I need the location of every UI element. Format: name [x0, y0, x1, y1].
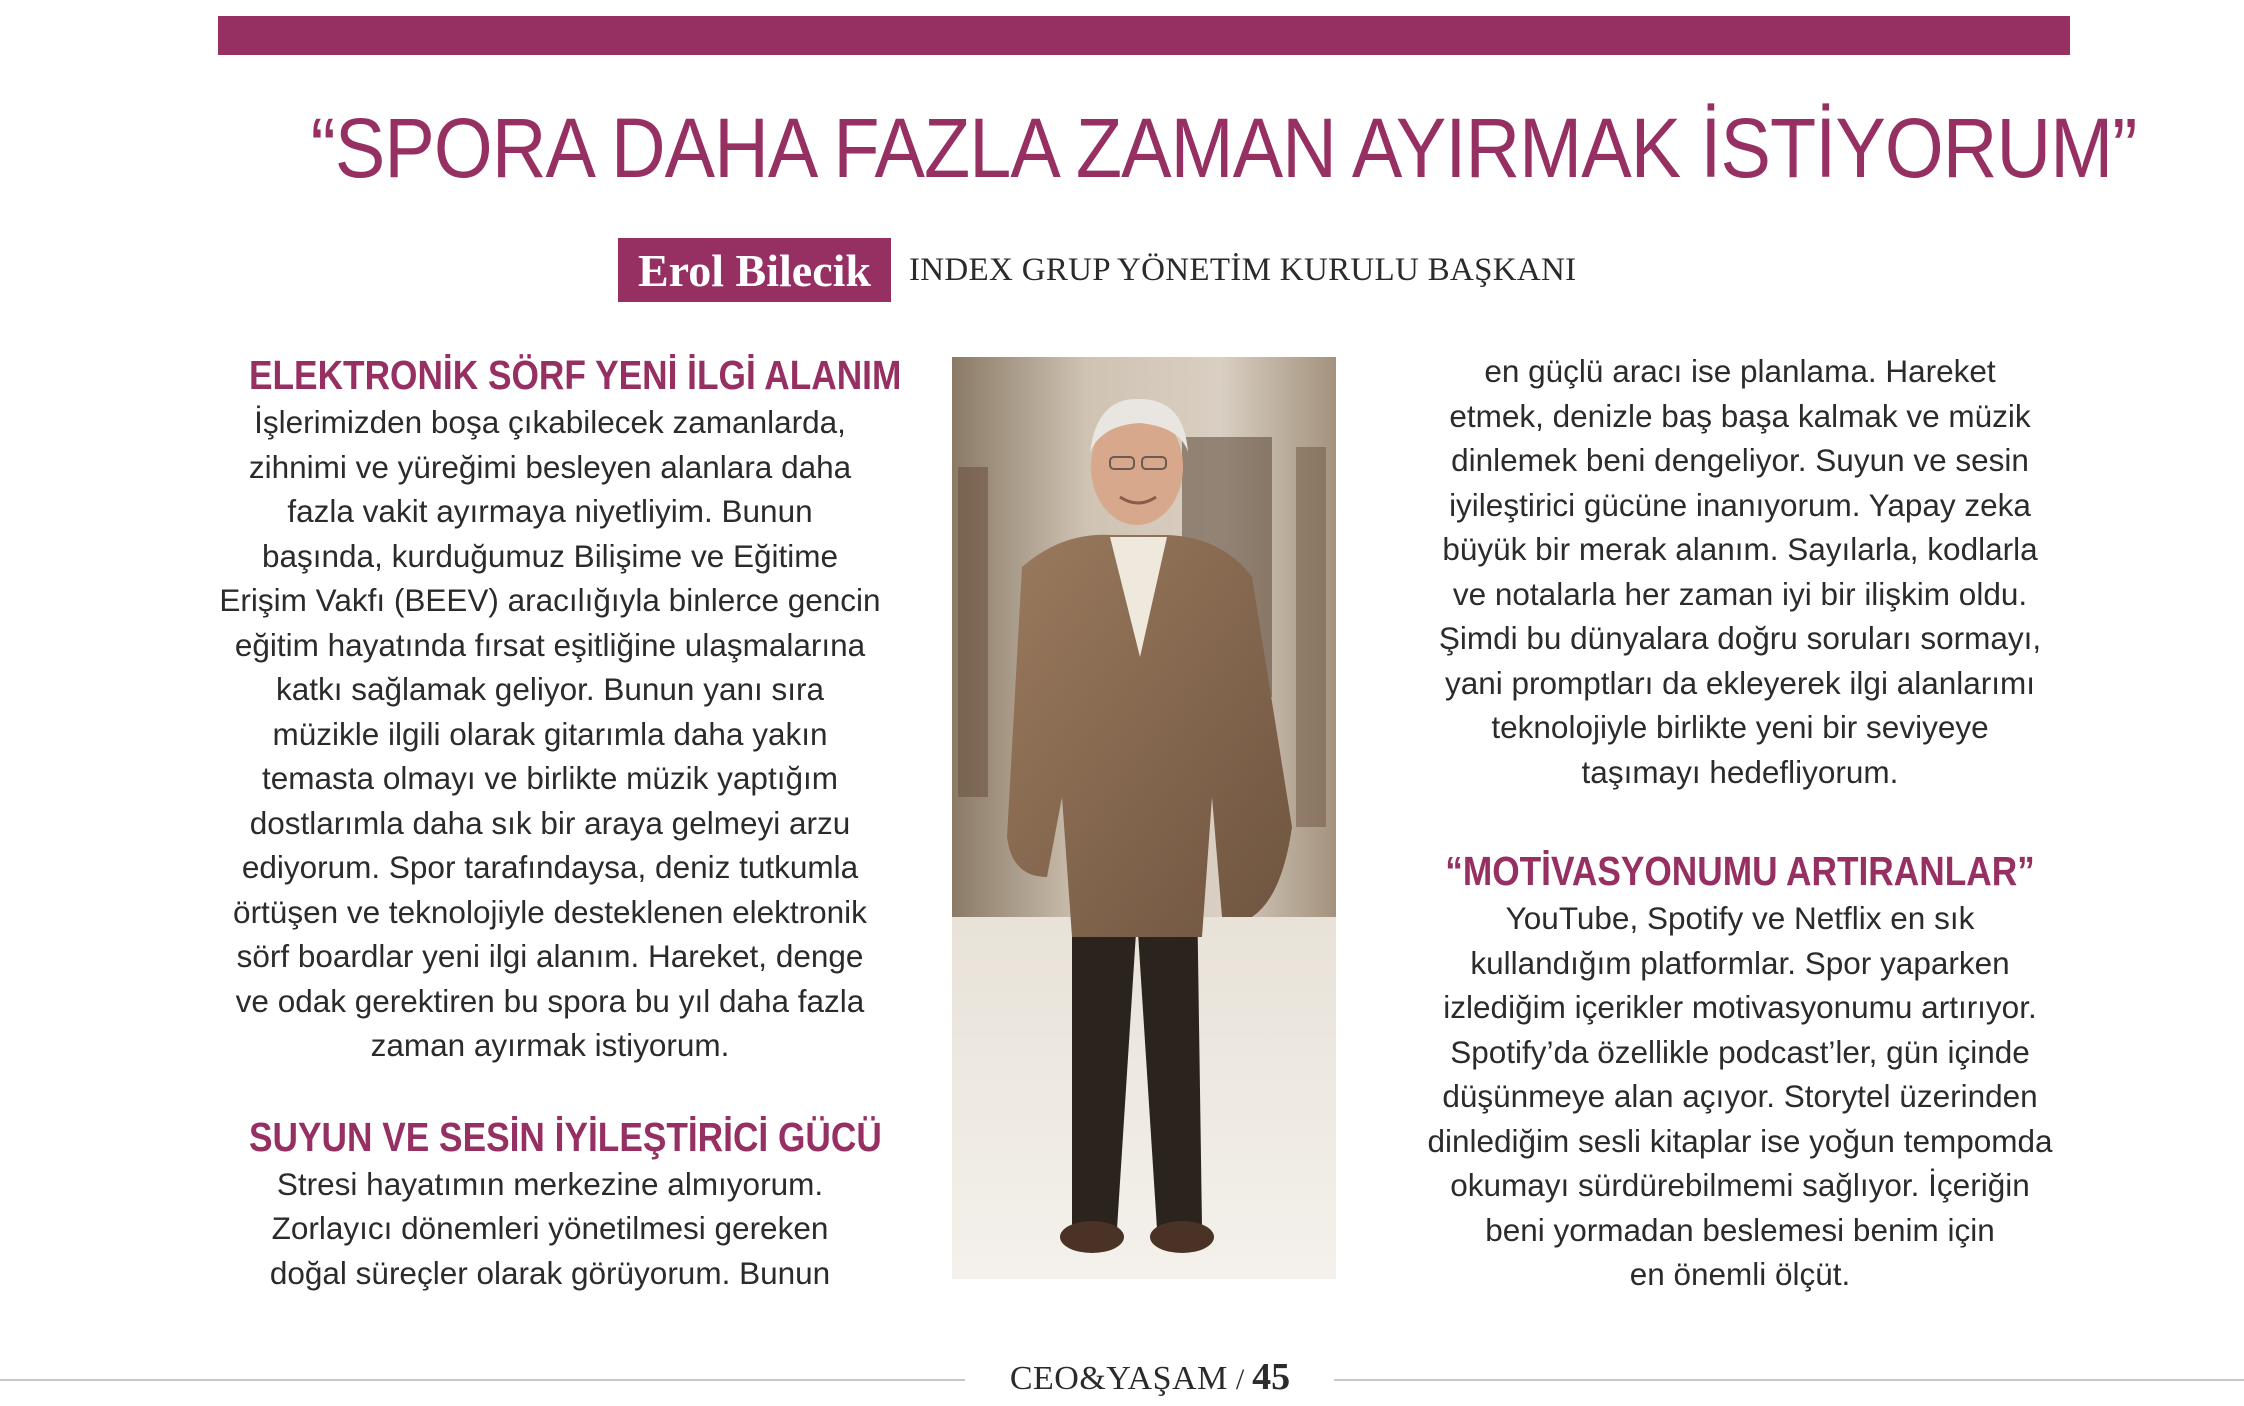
text-line: iyileştirici gücüne inanıyorum. Yapay zeka: [1449, 486, 2031, 523]
wall-panel: [958, 467, 988, 797]
magazine-name: CEO&YAŞAM: [1009, 1360, 1228, 1397]
text-line: temasta olmayı ve birlikte müzik yaptığım: [262, 760, 838, 796]
text-line: düşünmeye alan açıyor. Storytel üzerinden: [1442, 1078, 2038, 1114]
text-line: eğitim hayatında fırsat eşitliğine ulaşmalarına: [234, 626, 866, 663]
right-shoe: [1150, 1221, 1214, 1253]
author-name: Erol Bilecik: [618, 238, 891, 302]
text-line: ve odak gerektiren bu spora bu yıl daha fazla: [235, 982, 865, 1019]
section-body-healing-power-continued: [1380, 349, 2100, 794]
spacer: [1380, 794, 2100, 846]
page-footer: [1000, 1355, 1300, 1399]
text-line: en önemli ölçüt.: [1629, 1256, 1851, 1292]
section-heading-healing-power: SUYUN VE SESİN İYİLEŞTİRİCİ GÜCÜ: [249, 1113, 882, 1160]
section-body-healing-power: [200, 1162, 900, 1296]
section-heading-motivation: “MOTİVASYONUMU ARTIRANLAR”: [1445, 848, 2035, 894]
text-line: Şimdi bu dünyalara doğru soruları sormayı,: [1438, 620, 2042, 656]
text-line: yani promptları da ekleyerek ilgi alanlarımı: [1444, 664, 2035, 701]
text-line: Erişim Vakfı (BEEV) aracılığıyla binlerce gencin: [219, 582, 881, 618]
top-accent-bar: [218, 16, 2070, 55]
section-body-electronic-surf: [200, 400, 900, 1068]
text-line: dostlarımla daha sık bir araya gelmeyi arzu: [249, 804, 851, 841]
text-line: Stresi hayatımın merkezine almıyorum.: [276, 1165, 824, 1202]
text-line: beni yormadan beslemesi benim için: [1485, 1211, 1995, 1248]
text-line: örtüşen ve teknolojiyle desteklenen elektronik: [233, 893, 867, 930]
text-line: katkı sağlamak geliyor. Bunun yanı sıra: [275, 671, 825, 707]
text-line: okumayı sürdürebilmemi sağlıyor. İçeriğin: [1450, 1167, 2030, 1203]
section-body-motivation: [1380, 896, 2100, 1297]
text-line: doğal süreçler olarak görüyorum. Bunun: [269, 1254, 831, 1291]
text-line: dinlemek beni dengeliyor. Suyun ve sesin: [1451, 442, 2029, 478]
article-headline: “SPORA DAHA FAZLA ZAMAN AYIRMAK İSTİYORUM”: [310, 101, 2137, 195]
text-line: ve notalarla her zaman iyi bir ilişkim oldu.: [1452, 575, 2028, 612]
text-line: taşımayı hedefliyorum.: [1581, 753, 1899, 790]
text-line: İşlerimizden boşa çıkabilecek zamanlarda,: [254, 404, 846, 440]
footer-separator: /: [1235, 1363, 1245, 1396]
right-column: [1380, 349, 2100, 1297]
text-line: en güçlü aracı ise planlama. Hareket: [1484, 353, 1996, 389]
text-line: etmek, denizle baş başa kalmak ve müzik: [1449, 397, 2031, 434]
left-shoe: [1060, 1221, 1124, 1253]
portrait-illustration: [952, 357, 1336, 1279]
author-role: INDEX GRUP YÖNETİM KURULU BAŞKANI: [909, 251, 1577, 288]
page-number: 45: [1252, 1356, 1291, 1398]
text-line: teknolojiyle birlikte yeni bir seviyeye: [1491, 709, 1989, 745]
text-line: müzikle ilgili olarak gitarımla daha yakın: [272, 715, 828, 752]
text-line: izlediğim içerikler motivasyonumu artırıyor.: [1443, 989, 2037, 1025]
wall-panel-right: [1296, 447, 1326, 827]
text-line: dinlediğim sesli kitaplar ise yoğun tempomda: [1427, 1122, 2053, 1159]
text-line: büyük bir merak alanım. Sayılarla, kodlarla: [1442, 531, 2038, 567]
text-line: kullandığım platformlar. Spor yaparken: [1470, 944, 2010, 981]
text-line: sörf boardlar yeni ilgi alanım. Hareket, denge: [236, 938, 864, 974]
footer-rule-left: [0, 1379, 965, 1381]
text-line: zaman ayırmak istiyorum.: [370, 1027, 730, 1063]
footer-rule-right: [1334, 1379, 2244, 1381]
section-heading-electronic-surf: ELEKTRONİK SÖRF YENİ İLGİ ALANIM: [249, 352, 902, 398]
byline: [618, 238, 1576, 302]
text-line: başında, kurduğumuz Bilişime ve Eğitime: [261, 537, 838, 574]
text-line: Spotify’da özellikle podcast’ler, gün içinde: [1450, 1033, 2030, 1070]
portrait-photo: [952, 357, 1336, 1279]
text-line: zihnimi ve yüreğimi besleyen alanlara daha: [248, 448, 852, 485]
text-line: YouTube, Spotify ve Netflix en sık: [1505, 900, 1975, 936]
spacer: [200, 1068, 900, 1112]
left-column: [200, 350, 900, 1295]
text-line: Zorlayıcı dönemleri yönetilmesi gereken: [271, 1210, 829, 1246]
text-line: fazla vakit ayırmaya niyetliyim. Bunun: [287, 493, 813, 529]
text-line: ediyorum. Spor tarafındaysa, deniz tutkumla: [241, 849, 859, 885]
